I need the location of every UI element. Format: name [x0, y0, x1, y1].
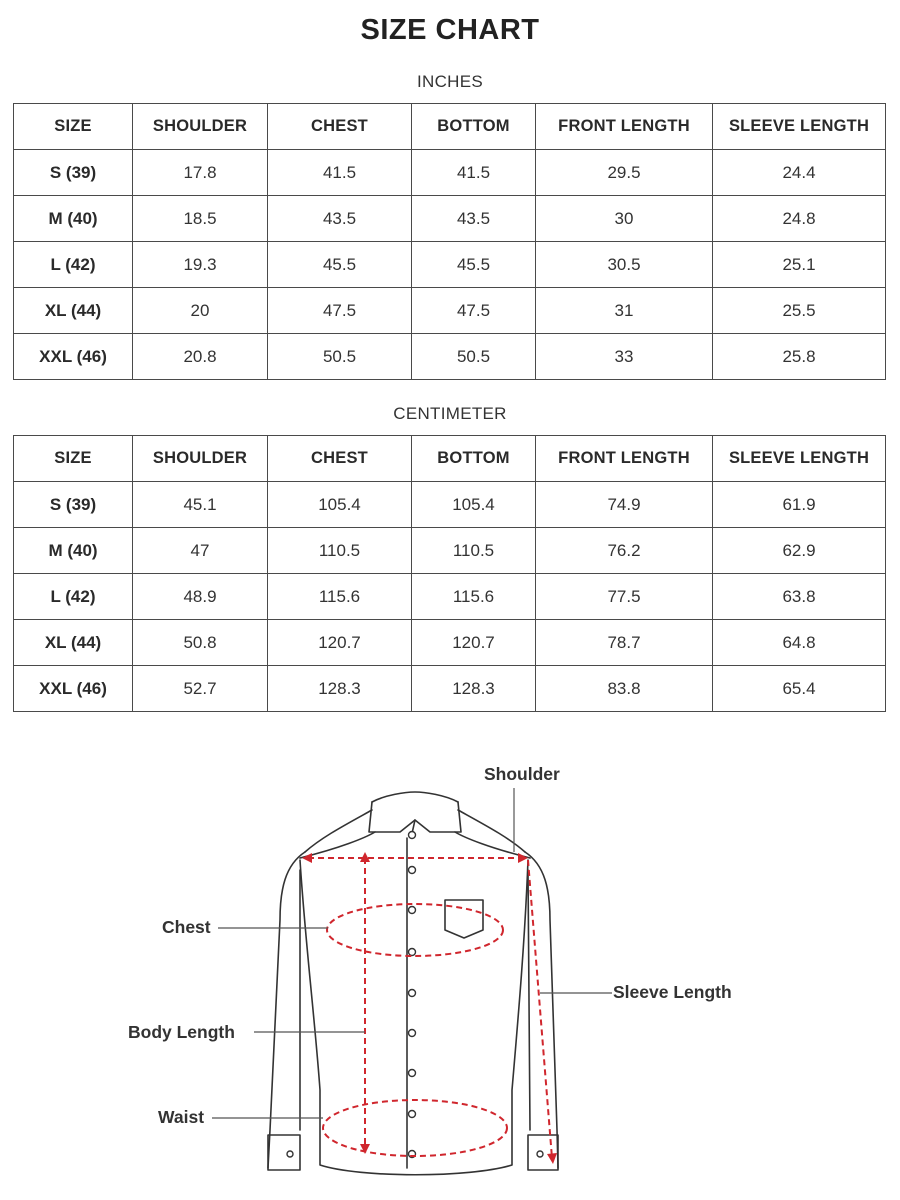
- table-row: [14, 196, 886, 242]
- header-size: SIZE: [14, 104, 133, 150]
- shoulder-cell: 18.5: [133, 196, 268, 242]
- button: [409, 907, 416, 914]
- table-row: [14, 334, 886, 380]
- arrow-left-icon: [302, 853, 312, 863]
- button: [409, 949, 416, 956]
- body-length-label: Body Length: [128, 1022, 235, 1042]
- sleeve-length-cell: 24.4: [713, 150, 886, 196]
- shoulder-cell: 47: [133, 528, 268, 574]
- table-header-row: [14, 436, 886, 482]
- size-cell: XL (44): [14, 288, 133, 334]
- shoulder-cell: 20: [133, 288, 268, 334]
- header-shoulder: SHOULDER: [133, 104, 268, 150]
- right-shoulder: [458, 810, 525, 852]
- sleeve-length-cell: 63.8: [713, 574, 886, 620]
- shirt-illustration: [0, 740, 900, 1200]
- bottom-cell: 43.5: [412, 196, 536, 242]
- size-cell: M (40): [14, 528, 133, 574]
- front-length-cell: 78.7: [536, 620, 713, 666]
- shoulder-cell: 17.8: [133, 150, 268, 196]
- collar-band: [372, 792, 458, 802]
- front-length-cell: 77.5: [536, 574, 713, 620]
- bottom-cell: 120.7: [412, 620, 536, 666]
- bottom-cell: 50.5: [412, 334, 536, 380]
- header-bottom: BOTTOM: [412, 104, 536, 150]
- button: [409, 990, 416, 997]
- sleeve-length-cell: 25.8: [713, 334, 886, 380]
- bottom-cell: 41.5: [412, 150, 536, 196]
- front-length-cell: 33: [536, 334, 713, 380]
- bottom-cell: 110.5: [412, 528, 536, 574]
- table-row: [14, 620, 886, 666]
- waist-measure-ellipse: [323, 1100, 507, 1156]
- header-chest: CHEST: [268, 436, 412, 482]
- button: [409, 867, 416, 874]
- button: [409, 1070, 416, 1077]
- button: [409, 1030, 416, 1037]
- button: [409, 832, 416, 839]
- shirt-measurement-diagram: [0, 740, 900, 1200]
- chest-cell: 110.5: [268, 528, 412, 574]
- table-header-row: [14, 104, 886, 150]
- chest-cell: 115.6: [268, 574, 412, 620]
- chest-cell: 120.7: [268, 620, 412, 666]
- chest-cell: 105.4: [268, 482, 412, 528]
- chest-cell: 41.5: [268, 150, 412, 196]
- size-cell: XXL (46): [14, 334, 133, 380]
- header-shoulder: SHOULDER: [133, 436, 268, 482]
- right-sleeve-inner: [528, 870, 530, 1130]
- table-row: [14, 528, 886, 574]
- cuff-button: [287, 1151, 293, 1157]
- arrow-right-icon: [518, 853, 528, 863]
- sleeve-length-label: Sleeve Length: [613, 982, 732, 1002]
- bottom-cell: 105.4: [412, 482, 536, 528]
- centimeter-section-label: CENTIMETER: [393, 404, 507, 423]
- inches-section-label: INCHES: [416, 72, 484, 91]
- front-length-cell: 74.9: [536, 482, 713, 528]
- size-cell: L (42): [14, 242, 133, 288]
- cuff-button: [537, 1151, 543, 1157]
- page-title: SIZE CHART: [360, 14, 540, 46]
- header-chest: CHEST: [268, 104, 412, 150]
- size-cell: XL (44): [14, 620, 133, 666]
- header-sleeve-length: SLEEVE LENGTH: [713, 104, 886, 150]
- arrow-down-icon: [360, 1144, 370, 1154]
- sleeve-length-cell: 25.1: [713, 242, 886, 288]
- header-front-length: FRONT LENGTH: [536, 104, 713, 150]
- header-front-length: FRONT LENGTH: [536, 436, 713, 482]
- size-cell: M (40): [14, 196, 133, 242]
- sleeve-length-cell: 64.8: [713, 620, 886, 666]
- shirt-buttons: [287, 832, 543, 1158]
- table-row: [14, 574, 886, 620]
- sleeve-length-cell: 61.9: [713, 482, 886, 528]
- button: [409, 1111, 416, 1118]
- table-row: [14, 288, 886, 334]
- centimeter-size-table: [13, 435, 886, 712]
- size-cell: S (39): [14, 150, 133, 196]
- chest-cell: 128.3: [268, 666, 412, 712]
- front-length-cell: 31: [536, 288, 713, 334]
- chest-cell: 43.5: [268, 196, 412, 242]
- arrow-down-icon: [547, 1153, 557, 1164]
- size-cell: S (39): [14, 482, 133, 528]
- sleeve-length-cell: 24.8: [713, 196, 886, 242]
- header-bottom: BOTTOM: [412, 436, 536, 482]
- collar-points: [369, 802, 461, 832]
- size-cell: L (42): [14, 574, 133, 620]
- bottom-cell: 115.6: [412, 574, 536, 620]
- front-length-cell: 30: [536, 196, 713, 242]
- shoulder-cell: 45.1: [133, 482, 268, 528]
- sleeve-length-cell: 25.5: [713, 288, 886, 334]
- table-row: [14, 242, 886, 288]
- left-shoulder: [305, 810, 372, 852]
- measurement-guides: [308, 858, 552, 1158]
- sleeve-length-cell: 62.9: [713, 528, 886, 574]
- table-row: [14, 666, 886, 712]
- shoulder-cell: 50.8: [133, 620, 268, 666]
- shoulder-label: Shoulder: [484, 764, 560, 784]
- table-row: [14, 150, 886, 196]
- shoulder-cell: 20.8: [133, 334, 268, 380]
- shoulder-cell: 48.9: [133, 574, 268, 620]
- bottom-cell: 128.3: [412, 666, 536, 712]
- waist-label: Waist: [158, 1107, 205, 1127]
- front-length-cell: 76.2: [536, 528, 713, 574]
- shoulder-cell: 19.3: [133, 242, 268, 288]
- inches-size-table: [13, 103, 886, 380]
- front-length-cell: 30.5: [536, 242, 713, 288]
- left-cuff: [268, 1135, 300, 1170]
- chest-cell: 50.5: [268, 334, 412, 380]
- header-size: SIZE: [14, 436, 133, 482]
- bottom-cell: 47.5: [412, 288, 536, 334]
- chest-cell: 45.5: [268, 242, 412, 288]
- size-cell: XXL (46): [14, 666, 133, 712]
- front-length-cell: 29.5: [536, 150, 713, 196]
- front-length-cell: 83.8: [536, 666, 713, 712]
- chest-cell: 47.5: [268, 288, 412, 334]
- header-sleeve-length: SLEEVE LENGTH: [713, 436, 886, 482]
- sleeve-length-cell: 65.4: [713, 666, 886, 712]
- table-row: [14, 482, 886, 528]
- shoulder-cell: 52.7: [133, 666, 268, 712]
- sleeve-length-measure-line: [528, 860, 552, 1158]
- bottom-cell: 45.5: [412, 242, 536, 288]
- chest-label: Chest: [162, 917, 211, 937]
